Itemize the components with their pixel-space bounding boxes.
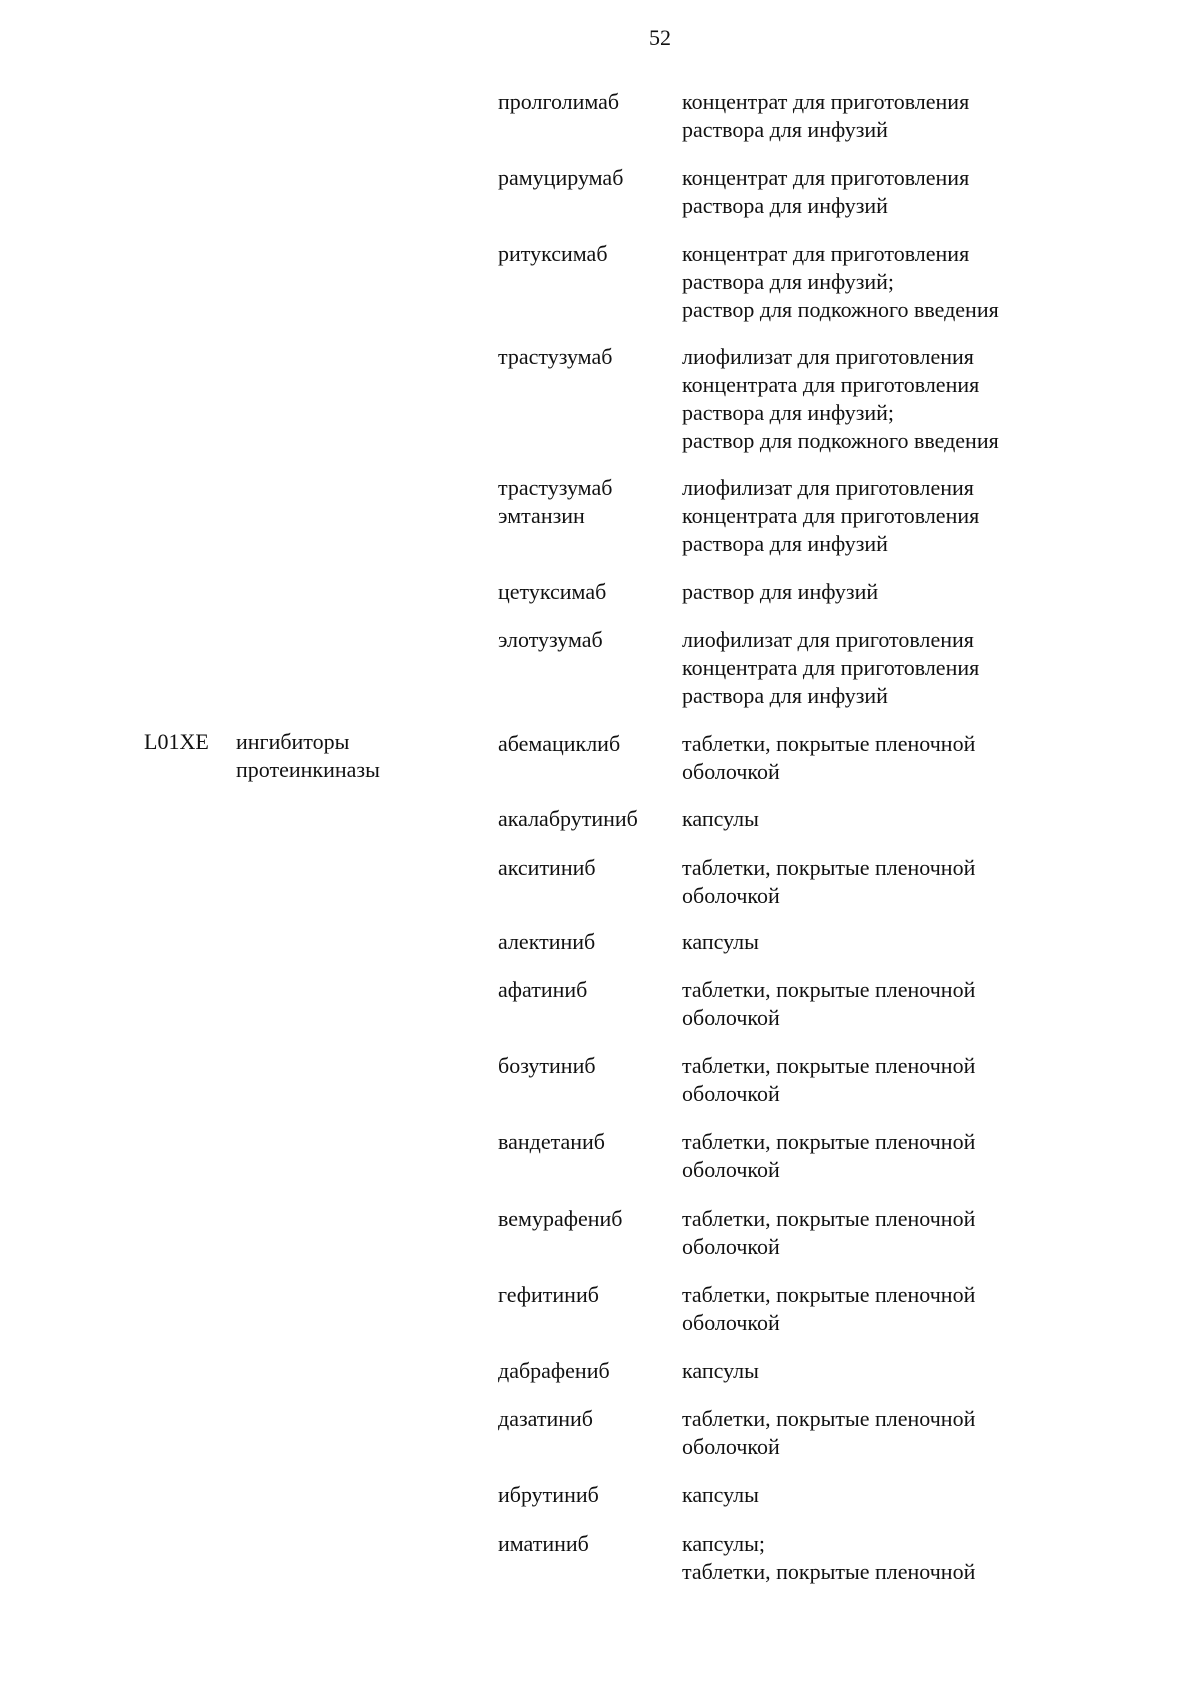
drug-name-line: дазатиниб [498,1406,593,1431]
drug-name-line: алектиниб [498,929,596,954]
drug-name [498,1205,673,1233]
dosage-form-line: раствора для инфузий [682,193,888,218]
dosage-form-line: раствор для подкожного введения [682,297,999,322]
drug-name [498,1281,673,1309]
drug-name [498,1481,673,1509]
atc-group-name-line: ингибиторы [236,729,350,754]
dosage-form-line: концентрат для приготовления [682,89,970,114]
drug-name-line: вемурафениб [498,1206,623,1231]
dosage-form [682,1052,1102,1108]
drug-name-line: трастузумаб [498,475,613,500]
drug-name-line: дабрафениб [498,1358,610,1383]
drug-name-line: абемациклиб [498,731,621,756]
drug-name-line: бозутиниб [498,1053,596,1078]
dosage-form-line: лиофилизат для приготовления [682,627,974,652]
dosage-form-line: таблетки, покрытые пленочной [682,1129,976,1154]
drug-name-line: акситиниб [498,855,596,880]
drug-name-line: вандетаниб [498,1129,605,1154]
dosage-form [682,343,1102,455]
dosage-form [682,1357,1102,1385]
dosage-form-line: капсулы [682,1358,759,1383]
dosage-form [682,730,1102,786]
dosage-form-line: раствора для инфузий [682,683,888,708]
dosage-form [682,805,1102,833]
dosage-form-line: оболочкой [682,1157,780,1182]
dosage-form-line: раствора для инфузий; [682,400,895,425]
dosage-form-line: капсулы [682,1482,759,1507]
drug-name [498,805,673,833]
drug-name-line: афатиниб [498,977,588,1002]
dosage-form-line: лиофилизат для приготовления [682,344,974,369]
dosage-form-line: раствора для инфузий; [682,269,895,294]
drug-name-line: ибрутиниб [498,1482,599,1507]
dosage-form [682,1530,1102,1586]
dosage-form-line: концентрата для приготовления [682,372,980,397]
dosage-form [682,1481,1102,1509]
dosage-form-line: таблетки, покрытые пленочной [682,1406,976,1431]
drug-name [498,1128,673,1156]
dosage-form [682,854,1102,910]
drug-name-line: акалабрутиниб [498,806,638,831]
dosage-form [682,164,1102,220]
dosage-form [682,1128,1102,1184]
dosage-form [682,474,1102,558]
drug-name-line: иматиниб [498,1531,589,1556]
drug-name-line: цетуксимаб [498,579,607,604]
atc-group-code: L01XE [144,729,209,754]
dosage-form-line: оболочкой [682,1081,780,1106]
dosage-form-line: концентрат для приготовления [682,165,970,190]
drug-name [498,1530,673,1558]
dosage-form [682,626,1102,710]
dosage-form-line: таблетки, покрытые пленочной [682,731,976,756]
drug-name-line: гефитиниб [498,1282,599,1307]
dosage-form-line: оболочкой [682,759,780,784]
drug-name-line: эмтанзин [498,503,585,528]
drug-name [498,1357,673,1385]
dosage-form [682,1205,1102,1261]
dosage-form [682,1281,1102,1337]
drug-name [498,854,673,882]
drug-name [498,474,673,530]
dosage-form-line: таблетки, покрытые пленочной [682,855,976,880]
atc-group-name-line: протеинкиназы [236,757,380,782]
dosage-form-line: таблетки, покрытые пленочной [682,977,976,1002]
dosage-form-line: таблетки, покрытые пленочной [682,1053,976,1078]
drug-name [498,626,673,654]
dosage-form [682,240,1102,324]
page-number: 52 [649,25,671,50]
dosage-form [682,976,1102,1032]
dosage-form-line: оболочкой [682,1434,780,1459]
drug-name [498,164,673,192]
dosage-form [682,1405,1102,1461]
dosage-form-line: концентрат для приготовления [682,241,970,266]
drug-name [498,1052,673,1080]
dosage-form-line: оболочкой [682,883,780,908]
dosage-form-line: оболочкой [682,1234,780,1259]
dosage-form-line: раствор для подкожного введения [682,428,999,453]
drug-name [498,343,673,371]
dosage-form-line: таблетки, покрытые пленочной [682,1559,976,1584]
dosage-form-line: таблетки, покрытые пленочной [682,1206,976,1231]
dosage-form-line: раствора для инфузий [682,531,888,556]
drug-name-line: ритуксимаб [498,241,608,266]
drug-name [498,1405,673,1433]
dosage-form-line: капсулы; [682,1531,765,1556]
dosage-form-line: оболочкой [682,1310,780,1335]
dosage-form-line: капсулы [682,929,759,954]
drug-name-line: пролголимаб [498,89,620,114]
dosage-form-line: лиофилизат для приготовления [682,475,974,500]
atc-group-name [236,728,456,784]
drug-name-line: рамуцирумаб [498,165,624,190]
dosage-form-line: раствора для инфузий [682,117,888,142]
dosage-form [682,88,1102,144]
drug-name [498,976,673,1004]
drug-name-line: трастузумаб [498,344,613,369]
dosage-form [682,578,1102,606]
dosage-form-line: капсулы [682,806,759,831]
dosage-form-line: концентрата для приготовления [682,655,980,680]
dosage-form [682,928,1102,956]
drug-name [498,730,673,758]
dosage-form-line: раствор для инфузий [682,579,879,604]
dosage-form-line: концентрата для приготовления [682,503,980,528]
drug-name [498,240,673,268]
dosage-form-line: оболочкой [682,1005,780,1030]
drug-name [498,928,673,956]
dosage-form-line: таблетки, покрытые пленочной [682,1282,976,1307]
drug-name [498,88,673,116]
drug-name-line: элотузумаб [498,627,603,652]
drug-name [498,578,673,606]
